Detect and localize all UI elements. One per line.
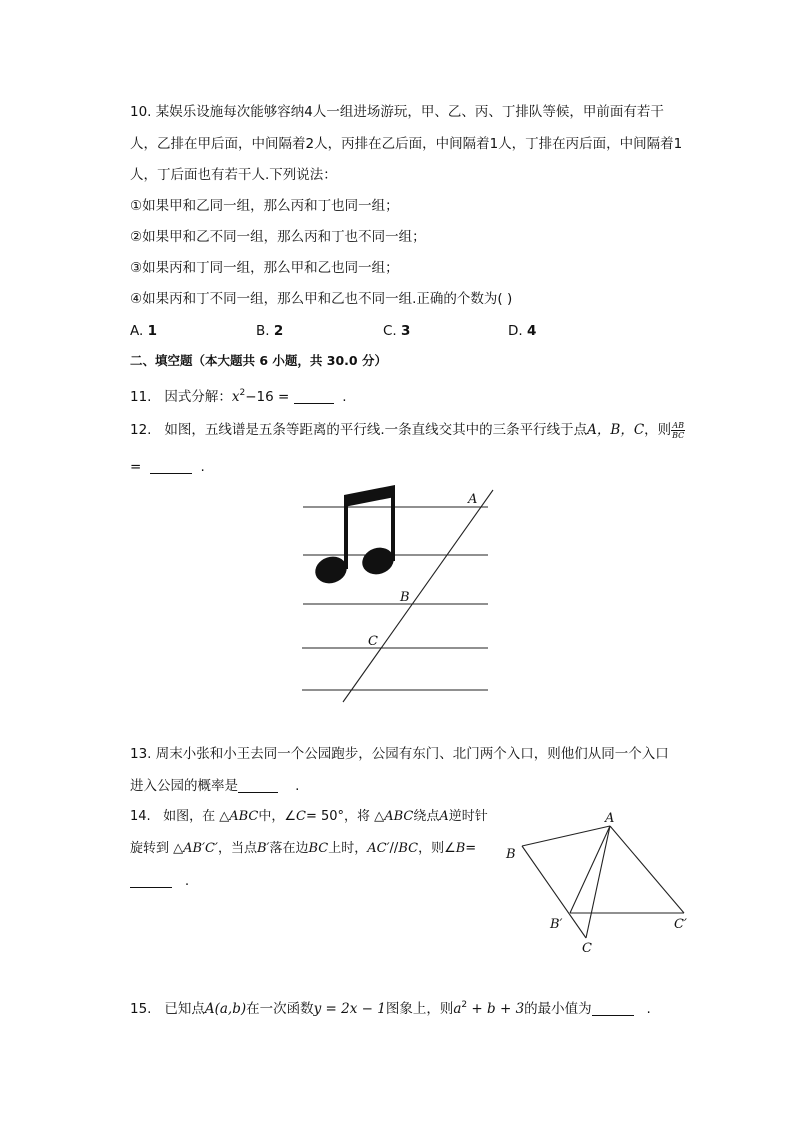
q10-option-b[interactable]: B. 2 bbox=[256, 323, 284, 339]
q12-answer-line: = . bbox=[130, 459, 205, 475]
q14-line-2: 旋转到 △AB′C′，当点B′落在边BC上时，AC′//BC，则∠B= bbox=[130, 841, 477, 856]
tri-label-c-prime: C′ bbox=[674, 917, 687, 932]
q10-line-2: 人，乙排在甲后面，中间隔着2人，丙排在乙后面，中间隔着1人，丁排在丙后面，中间隔着1 bbox=[130, 136, 683, 152]
q10-statement-1: ①如果甲和乙同一组，那么丙和丁也同一组； bbox=[130, 198, 399, 214]
q10-statement-2: ②如果甲和乙不同一组，那么丙和丁也不同一组； bbox=[130, 229, 426, 245]
q12-fraction: $\frac{AB}{BC}$ bbox=[672, 420, 685, 440]
q10-line-1: 10. 某娱乐设施每次能够容纳4人一组进场游玩，甲、乙、丙、丁排队等候，甲前面有若干 bbox=[130, 104, 664, 120]
q12: 12. 如图，五线谱是五条等距离的平行线.一条直线交其中的三条平行线于点A，B，C，则 $\frac{AB}{BC}$ bbox=[130, 420, 685, 440]
q14-line-1: 14. 如图，在 △ABC中，∠C= 50°，将 △ABC绕点A逆时针 bbox=[130, 809, 488, 824]
q13-answer-blank[interactable] bbox=[238, 778, 278, 793]
tri-label-c: C bbox=[582, 941, 592, 956]
q15-answer-blank[interactable] bbox=[592, 1001, 634, 1016]
q10-option-d[interactable]: D. 4 bbox=[508, 323, 537, 339]
q10-statement-3: ③如果丙和丁同一组，那么甲和乙也同一组； bbox=[130, 260, 399, 276]
q13-line-1: 13. 周末小张和小王去同一个公园跑步，公园有东门、北门两个入口，则他们从同一个入口 bbox=[130, 746, 669, 762]
tri-label-b: B bbox=[506, 847, 516, 862]
q13-line-2: 进入公园的概率是 . bbox=[130, 778, 300, 794]
q15: 15. 已知点A(a,b)在一次函数y = 2x − 1图象上，则$a^2 + b + 3$的最小值为 . bbox=[130, 1000, 651, 1017]
q10-line-3: 人，丁后面也有若干人.下列说法： bbox=[130, 167, 337, 183]
label-a: A bbox=[468, 492, 478, 507]
section-title: 二、填空题（本大题共 6 小题，共 30.0 分） bbox=[130, 353, 387, 368]
q11-answer-blank[interactable] bbox=[294, 389, 334, 404]
tri-label-a: A bbox=[605, 811, 615, 826]
label-b: B bbox=[400, 590, 410, 605]
tri-label-b-prime: B′ bbox=[550, 917, 563, 932]
q14-answer-blank[interactable] bbox=[130, 873, 172, 888]
label-c: C bbox=[368, 634, 378, 649]
q10-option-c[interactable]: C. 3 bbox=[383, 323, 411, 339]
q11: 11. 因式分解：$x^2-16$ = . bbox=[130, 388, 347, 405]
q12-answer-blank[interactable] bbox=[150, 459, 192, 474]
transversal-line bbox=[343, 490, 493, 702]
q10-option-a[interactable]: A. 1 bbox=[130, 323, 157, 339]
q10-statement-4: ④如果丙和丁不同一组，那么甲和乙也不同一组.正确的个数为( ) bbox=[130, 291, 513, 307]
q14-line-3: . bbox=[130, 871, 189, 891]
beamed-eighth-notes-icon bbox=[312, 485, 397, 587]
